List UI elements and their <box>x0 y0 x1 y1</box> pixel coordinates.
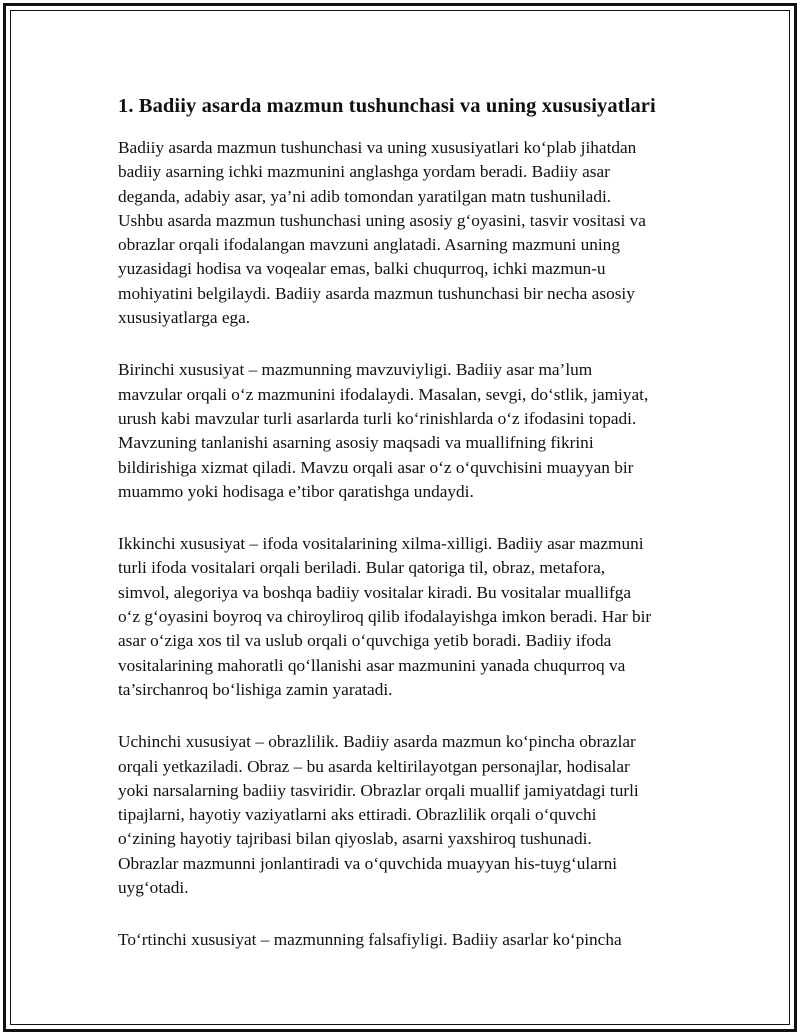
section-heading: 1. Badiiy asarda mazmun tushunchasi va uning xususiyatlari <box>118 95 656 117</box>
document-body <box>118 92 698 981</box>
paragraph-first-feature: Birinchi xususiyat – mazmunning mavzuviyligi. Badiiy asar ma’lum mavzular orqali o‘z mazmunini ifodalaydi. Masalan, sevgi, do‘stlik, jamiyat, urush kabi mavzular turli asarlarda turli ko‘rinishlarda o‘z ifodasini topadi. Mavzuning tanlanishi asarning asosiy maqsadi va muallifning fikrini bildirishiga xizmat qiladi. Mavzu orqali asar o‘z o‘quvchisini muayyan bir muammo yoki hodisaga e’tibor qaratishga undaydi. <box>118 360 649 501</box>
paragraph-third-feature: Uchinchi xususiyat – obrazlilik. Badiiy asarda mazmun ko‘pincha obrazlar orqali yetkaziladi. Obraz – bu asarda keltirilayotgan personajlar, hodisalar yoki narsalarning badiiy tasviridir. Obrazlar orqali muallif jamiyatdagi turli tipajlarni, hayotiy vaziyatlarni aks ettiradi. Obrazlilik orqali o‘quvchi o‘zining hayotiy tajribasi bilan qiyoslab, asarni yaxshiroq tushunadi. Obrazlar mazmunni jonlantiradi va o‘quvchida muayyan his-tuyg‘ularni uyg‘otadi. <box>118 732 639 898</box>
paragraph-intro: Badiiy asarda mazmun tushunchasi va uning xususiyatlari ko‘plab jihatdan badiiy asarning ichki mazmunini anglashga yordam beradi. Badiiy asar deganda, adabiy asar, ya’ni adib tomondan yaratilgan matn tushuniladi. Ushbu asarda mazmun tushunchasi uning asosiy g‘oyasini, tasvir vositasi va obrazlar orqali ifodalangan mavzuni anglatadi. Asarning mazmuni uning yuzasidagi hodisa va voqealar emas, balki chuqurroq, ichki mazmun-u mohiyatini belgilaydi. Badiiy asarda mazmun tushunchasi bir necha asosiy xususiyatlarga ega. <box>118 138 646 328</box>
paragraph-fourth-feature: To‘rtinchi xususiyat – mazmunning falsafiyligi. Badiiy asarlar ko‘pincha <box>118 930 622 950</box>
paragraph-second-feature: Ikkinchi xususiyat – ifoda vositalarining xilma-xilligi. Badiiy asar mazmuni turli ifoda vositalari orqali beriladi. Bular qatoriga til, obraz, metafora, simvol, alegoriya va boshqa badiiy vositalar kiradi. Bu vositalar muallifga o‘z g‘oyasini boyroq va chiroyliroq qilib ifodalayishga imkon beradi. Har bir asar o‘ziga xos til va uslub orqali o‘quvchiga yetib boradi. Badiiy ifoda vositalarining mahoratli qo‘llanishi asar mazmunini yanada chuqurroq va ta’sirchanroq bo‘lishiga zamin yaratadi. <box>118 534 652 699</box>
